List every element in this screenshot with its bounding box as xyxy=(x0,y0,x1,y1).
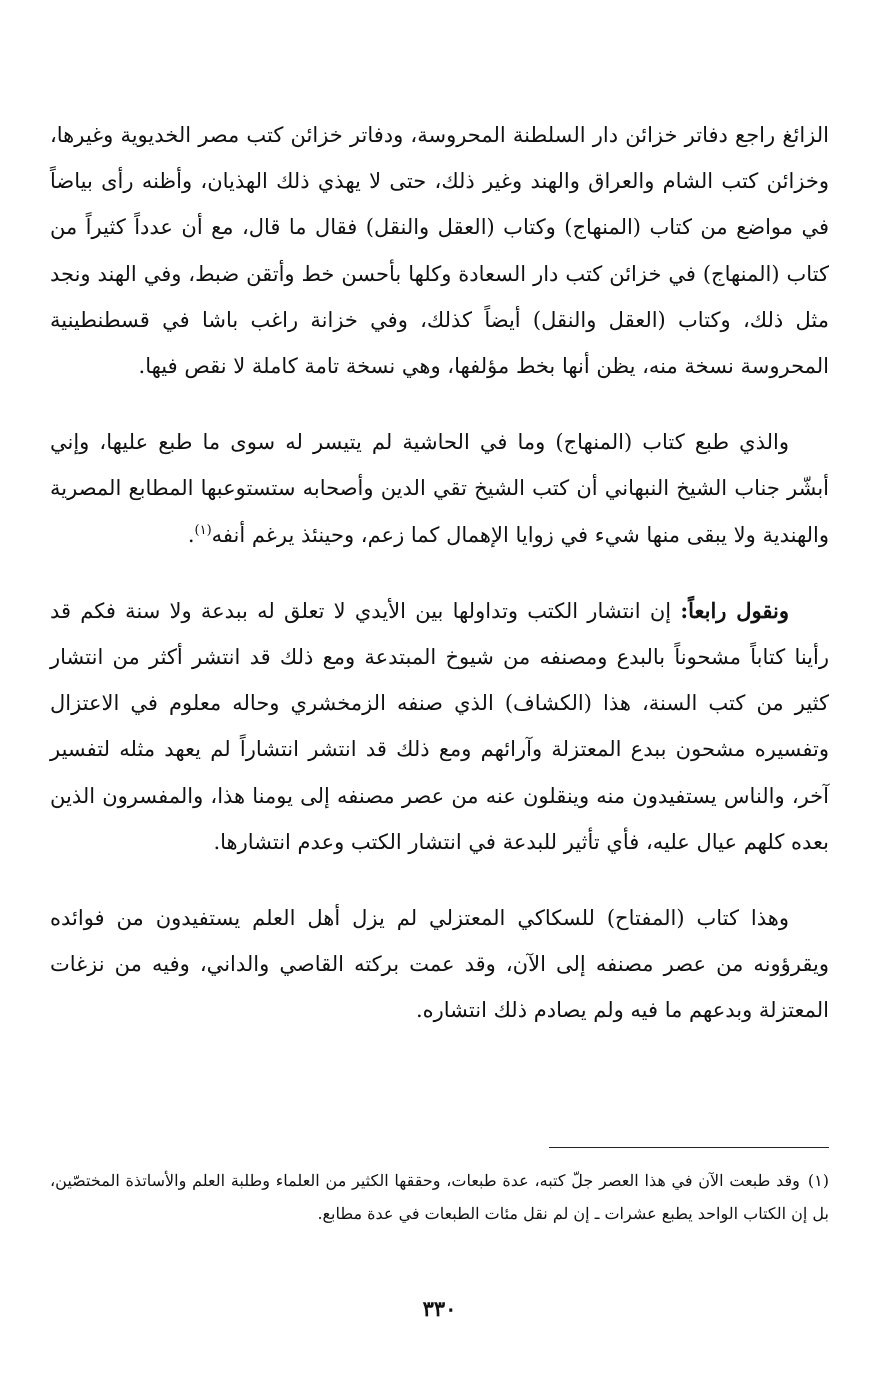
paragraph-3 xyxy=(50,588,829,865)
page-number: ٣٣٠ xyxy=(422,1296,457,1321)
footnote-divider xyxy=(549,1147,829,1148)
paragraph-3-lead: ونقول رابعاً: xyxy=(680,597,789,623)
footnote-reference[interactable]: (١) xyxy=(194,522,212,538)
footnote-text: وقد طبعت الآن في هذا العصر جلّ كتبه، عدة طبعات، وحققها الكثير من العلماء وطلبة العلم والأساتذة المختصّين، بل إن الكتاب الواحد يطبع عشرات ـ إن لم نقل مئات الطبعات في عدة مطابع. xyxy=(50,1171,829,1223)
paragraph-2 xyxy=(50,419,829,558)
paragraph-4 xyxy=(50,895,829,1034)
paragraph-1 xyxy=(50,112,829,389)
footnote-number: (١) xyxy=(807,1171,829,1190)
paragraph-1-text: الزائغ راجع دفاتر خزائن دار السلطنة المحروسة، ودفاتر خزائن كتب مصر الخديوية وغيرها، وخزائن كتب الشام والعراق والهند وغير ذلك، حتى لا يهذي ذلك الهذيان، وأظنه رأى بياضاً في مواضع من كتاب (المنهاج) وكتاب (العقل والنقل) فقال ما قال، مع أن عدداً كثيراً من كتاب (المنهاج) في خزائن كتب دار السعادة وكلها بأحسن خط وأتقن ضبط، وفي الهند ونجد مثل ذلك، وكتاب (العقل والنقل) أيضاً كذلك، وفي خزانة راغب باشا في قسطنطينية المحروسة نسخة منه، يظن أنها بخط مؤلفها، وهي نسخة تامة كاملة لا نقص فيها. xyxy=(50,123,829,379)
footnote-section xyxy=(50,1164,829,1230)
paragraph-2-tail: . xyxy=(187,522,195,547)
paragraph-4-text: وهذا كتاب (المفتاح) للسكاكي المعتزلي لم يزل أهل العلم يستفيدون من فوائده ويقرؤونه من عصر مصنفه إلى الآن، وقد عمت بركته القاصي والداني، وفيه من نزغات المعتزلة وبدعهم ما فيه ولم يصادم ذلك انتشاره. xyxy=(50,906,829,1023)
paragraph-3-text: إن انتشار الكتب وتداولها بين الأيدي لا تعلق له ببدعة ولا سنة فكم قد رأينا كتاباً مشحوناً بالبدع ومصنفه من شيوخ المبتدعة ومع ذلك قد انتشر أكثر من انتشار كثير من كتب السنة، هذا (الكشاف) الذي صنفه الزمخشري وحاله معلوم في الاعتزال وتفسيره مشحون ببدع المعتزلة وآرائهم ومع ذلك قد انتشر انتشاراً لم يعهد مثله لتفسير آخر، والناس يستفيدون منه وينقلون عنه من عصر مصنفه إلى يومنا هذا، والمفسرون الذين بعده كلهم عيال عليه، فأي تأثير للبدعة في انتشار الكتب وعدم انتشارها. xyxy=(50,598,829,854)
main-text xyxy=(50,112,829,1034)
paragraph-2-text: والذي طبع كتاب (المنهاج) وما في الحاشية لم يتيسر له سوى ما طبع عليها، وإني أبشّر جناب الشيخ النبهاني أن كتب الشيخ تقي الدين وأصحابه ستستوعبها المطابع المصرية والهندية ولا يبقى منها شيء في زوايا الإهمال كما زعم، وحينئذ يرغم أنفه xyxy=(50,430,829,547)
